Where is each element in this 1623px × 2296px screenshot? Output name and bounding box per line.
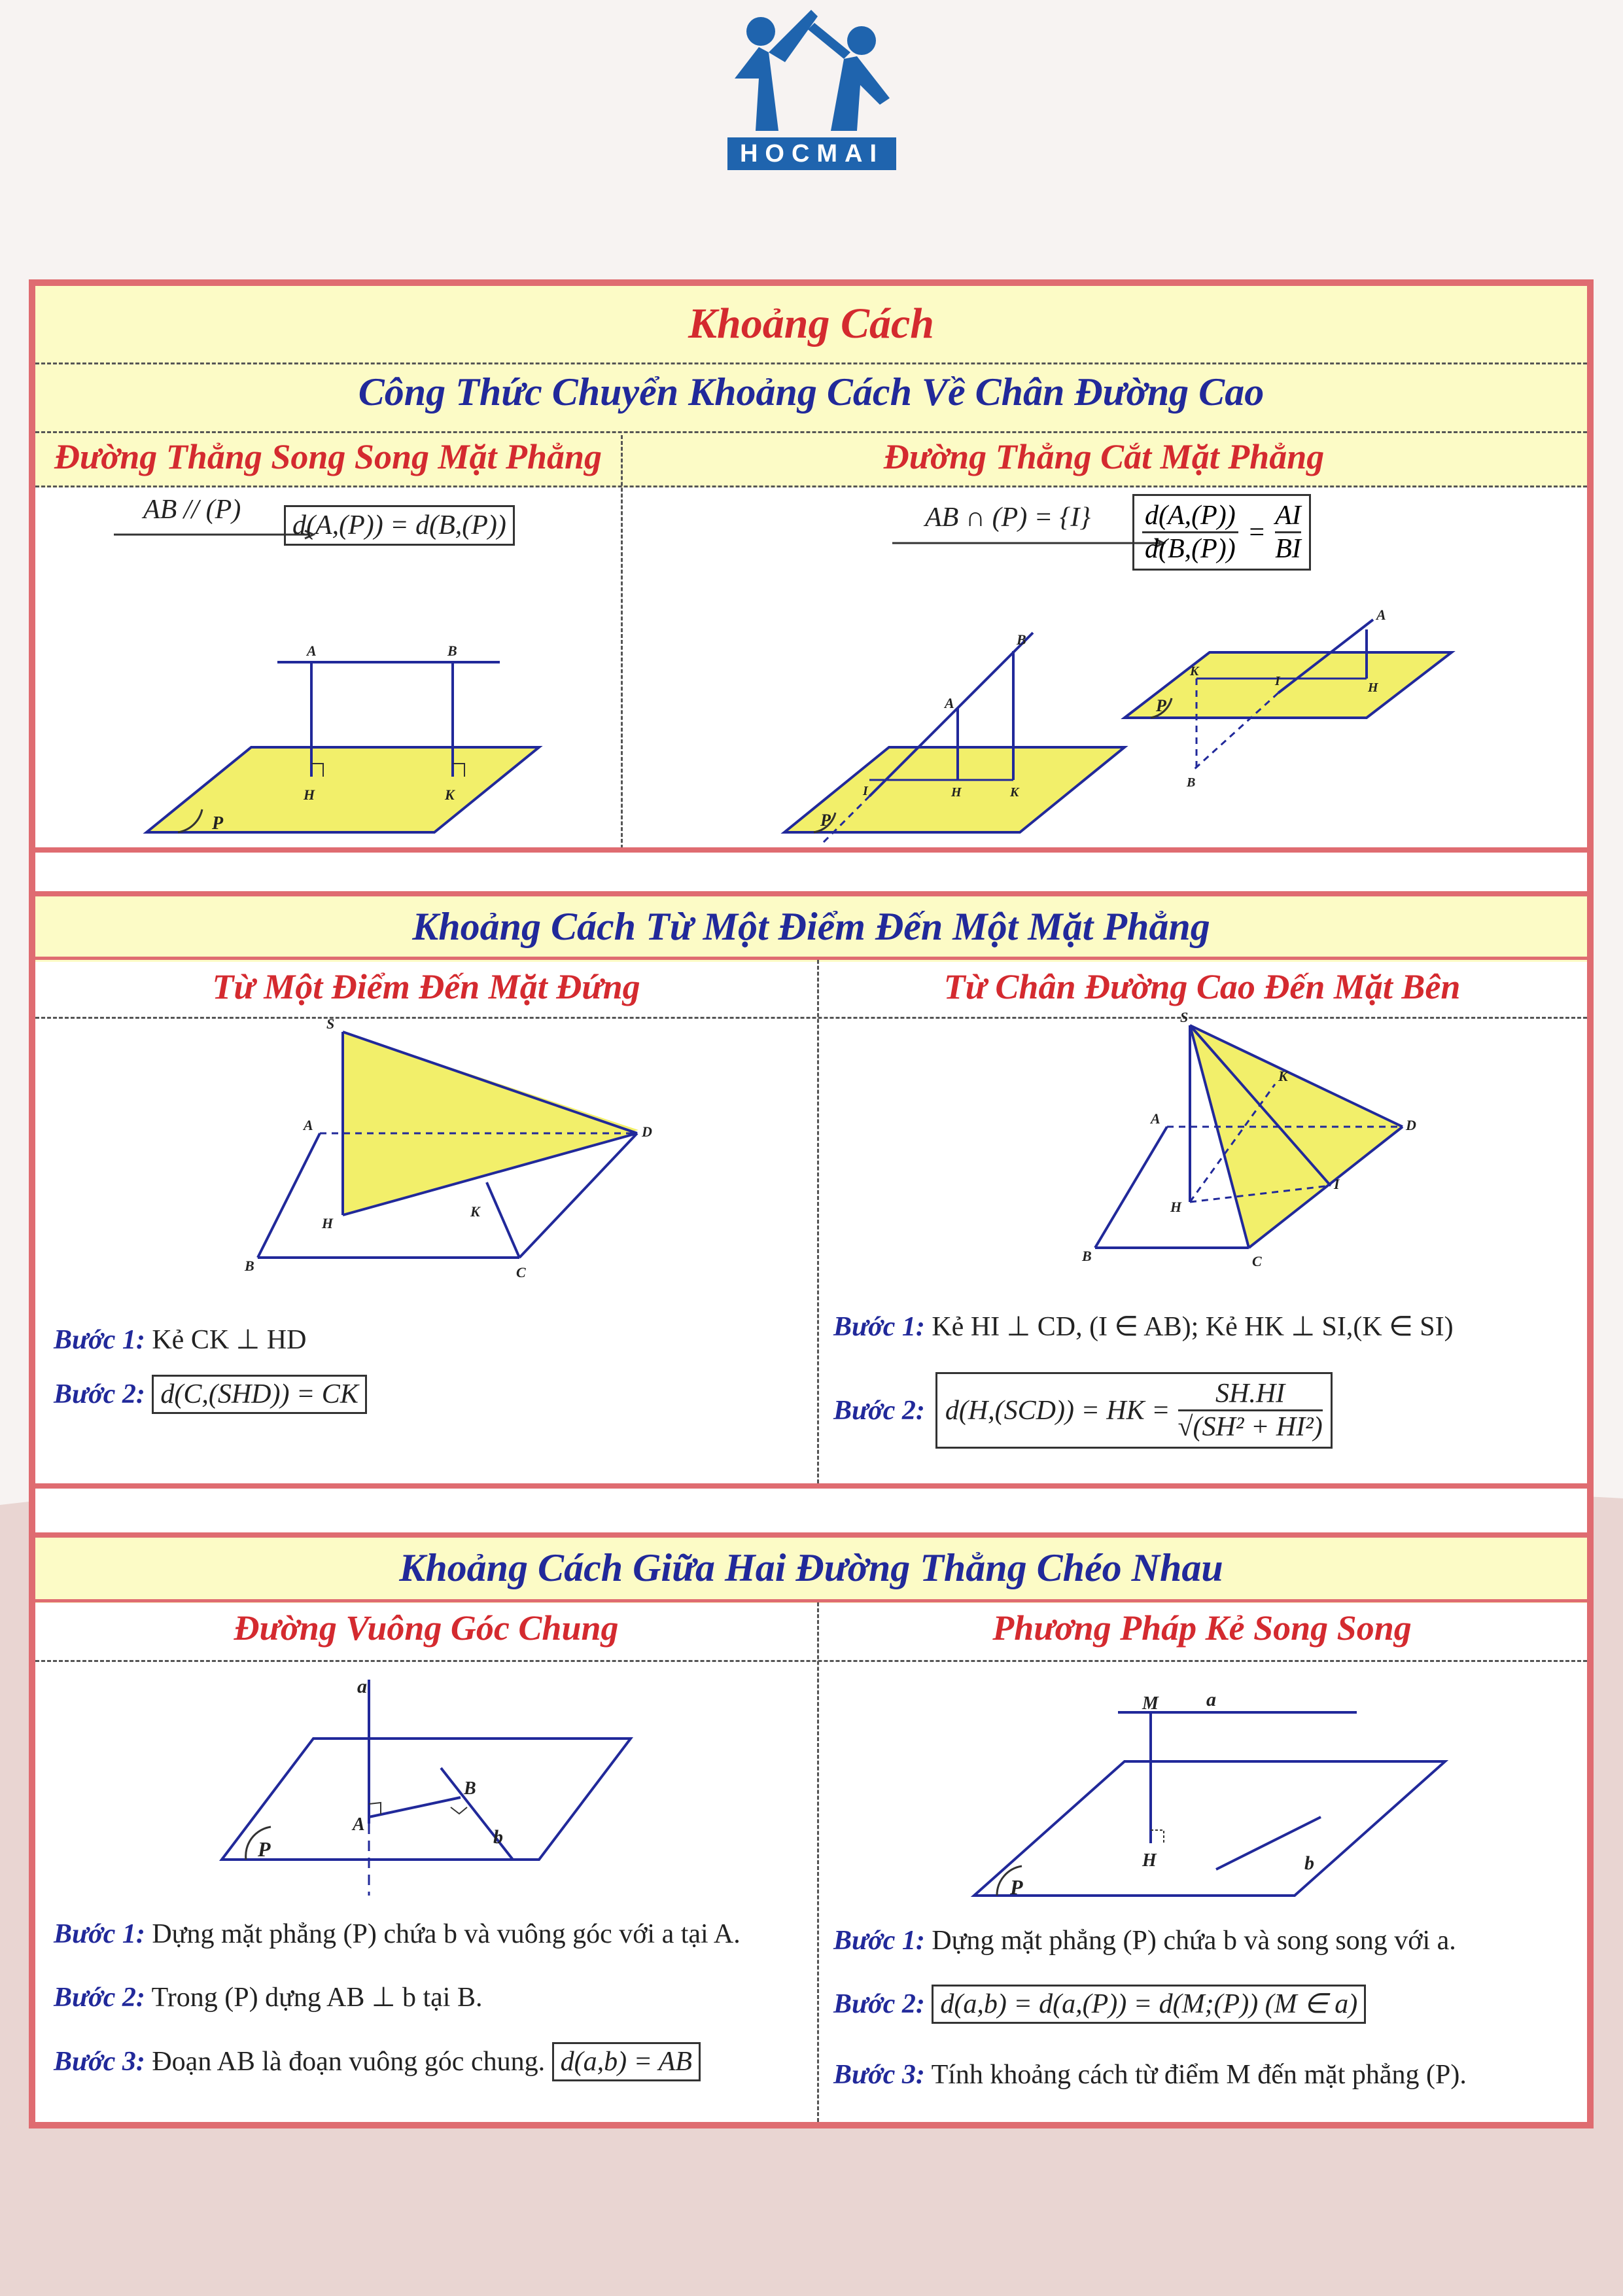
svg-text:D: D	[1406, 1117, 1416, 1133]
svg-text:B: B	[464, 1778, 476, 1799]
svg-text:b: b	[493, 1826, 503, 1848]
section3-title: Khoảng Cách Giữa Hai Đường Thẳng Chéo Nhau	[399, 1546, 1223, 1589]
svg-text:A: A	[353, 1814, 365, 1835]
svg-text:M: M	[1142, 1693, 1159, 1714]
svg-text:K: K	[1190, 664, 1199, 679]
svg-text:b: b	[1304, 1852, 1314, 1874]
svg-text:B: B	[1017, 631, 1026, 648]
svg-text:a: a	[1206, 1689, 1216, 1710]
svg-text:a: a	[357, 1676, 367, 1697]
svg-text:B: B	[245, 1258, 254, 1274]
svg-text:K: K	[1278, 1068, 1288, 1084]
section1-left-subtitle: Đường Thẳng Song Song Mặt Phẳng	[54, 437, 602, 476]
s2-right-step2: Bước 2: d(H,(SCD)) = HK = $\frac{SH.HI}{\text{√(SH² + HI²)}}$	[833, 1372, 1333, 1449]
section2-left-subtitle: Từ Một Điểm Đến Mặt Đứng	[212, 967, 640, 1006]
svg-text:A: A	[945, 695, 954, 711]
svg-text:H: H	[1142, 1850, 1157, 1871]
svg-text:K: K	[470, 1203, 480, 1220]
svg-text:A: A	[1151, 1110, 1161, 1127]
intersect-distance-formula: $\frac{d(A,(P))}{d(B,(P))}$ = $\frac{AI}{BI}$	[1132, 494, 1311, 571]
section3-left-subtitle: Đường Vuông Góc Chung	[234, 1608, 619, 1648]
svg-text:I: I	[1334, 1176, 1340, 1192]
s3-right-step3: Bước 3: Tính khoảng cách từ điểm M đến mặt phẳng (P).	[833, 2060, 1467, 2090]
section1-title: Công Thức Chuyển Khoảng Cách Về Chân Đường Cao	[358, 370, 1265, 414]
svg-text:H: H	[951, 785, 962, 800]
ratio-numerator: AI	[1275, 500, 1301, 533]
svg-text:P: P	[258, 1837, 271, 1861]
s3-left-step3: Bước 3: Đoạn AB là đoạn vuông góc chung. d(a,b) = AB	[54, 2046, 701, 2077]
svg-text:H: H	[1170, 1199, 1182, 1215]
label-K: K	[445, 786, 455, 803]
label-A: A	[307, 643, 317, 659]
svg-text:S: S	[1180, 1009, 1189, 1025]
parallel-method-diagram	[971, 1686, 1481, 1935]
svg-text:I: I	[1275, 674, 1280, 688]
s3-left-step2: Bước 2: Trong (P) dựng AB ⊥ b tại B.	[54, 1983, 483, 2013]
common-perpendicular-diagram	[218, 1667, 689, 1915]
parallel-condition: AB // (P)	[143, 495, 241, 525]
svg-text:I: I	[863, 784, 868, 798]
formula-denominator: d(B,(P))	[1145, 534, 1236, 564]
svg-text:K: K	[1010, 785, 1019, 800]
s3-left-step1: Bước 1: Dựng mặt phẳng (P) chứa b và vuông góc với a tại A.	[54, 1919, 741, 1949]
svg-text:D: D	[642, 1123, 652, 1140]
ratio-denominator: BI	[1275, 534, 1301, 564]
section2-title: Khoảng Cách Từ Một Điểm Đến Một Mặt Phẳng	[412, 905, 1210, 948]
svg-text:A: A	[304, 1117, 313, 1133]
s2-left-step1: Bước 1: Kẻ CK ⊥ HD	[54, 1325, 307, 1355]
pyramid-diagram-right	[1023, 1009, 1442, 1294]
svg-text:B: B	[1187, 775, 1196, 790]
intersect-condition: AB ∩ (P) = {I}	[925, 503, 1091, 533]
svg-text:S: S	[326, 1016, 335, 1032]
svg-text:C: C	[516, 1264, 526, 1280]
parallel-line-diagram	[147, 633, 565, 849]
s2-left-step2: Bước 2: d(C,(SHD)) = CK	[54, 1379, 367, 1410]
label-P: P	[212, 813, 224, 834]
s3-right-step1: Bước 1: Dựng mặt phẳng (P) chứa b và song song với a.	[833, 1926, 1456, 1956]
svg-text:A: A	[1376, 607, 1386, 623]
pyramid-diagram-left	[245, 1016, 652, 1300]
svg-text:H: H	[322, 1215, 334, 1231]
svg-text:H: H	[1368, 680, 1378, 695]
parallel-distance-formula: d(A,(P)) = d(B,(P))	[284, 505, 515, 546]
svg-text:P: P	[1156, 696, 1166, 715]
s2-right-step1: Bước 1: Kẻ HI ⊥ CD, (I ∈ AB); Kẻ HK ⊥ SI,(K ∈ SI)	[833, 1312, 1454, 1342]
section2-right-subtitle: Từ Chân Đường Cao Đến Mặt Bên	[943, 967, 1461, 1006]
intersect-diagram-1	[784, 633, 1164, 849]
section3-right-subtitle: Phương Pháp Kẻ Song Song	[992, 1608, 1412, 1648]
section1-right-subtitle: Đường Thẳng Cắt Mặt Phẳng	[883, 437, 1325, 476]
logo-wordmark: HOCMAI	[727, 137, 896, 170]
intersect-diagram-2	[1125, 607, 1478, 836]
formula-numerator: d(A,(P))	[1142, 500, 1238, 533]
svg-text:P: P	[820, 811, 831, 830]
label-B: B	[447, 643, 457, 659]
svg-text:B: B	[1082, 1248, 1092, 1264]
page-title: Khoảng Cách	[688, 300, 934, 347]
label-H: H	[304, 786, 315, 803]
svg-text:P: P	[1010, 1875, 1023, 1899]
s3-right-step2: Bước 2: d(a,b) = d(a,(P)) = d(M;(P)) (M ∈ a)	[833, 1987, 1366, 2020]
formula-sheet	[29, 279, 1594, 2128]
svg-text:C: C	[1252, 1253, 1262, 1269]
